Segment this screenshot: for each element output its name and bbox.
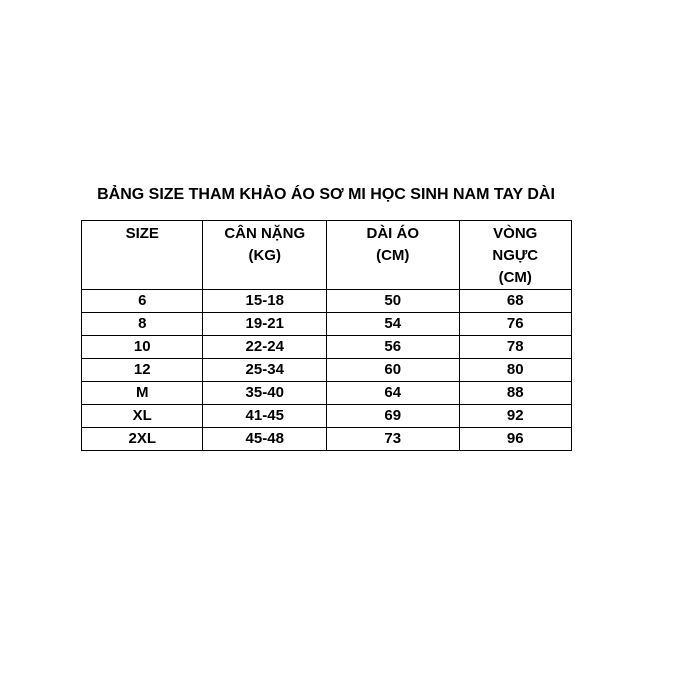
cell-weight: 45-48 [203, 428, 327, 451]
header-chest-line-2: NGỰC [492, 247, 539, 264]
cell-length: 54 [326, 313, 459, 336]
cell-weight: 19-21 [203, 313, 327, 336]
header-size [82, 221, 203, 290]
header-length [326, 221, 459, 290]
cell-length: 60 [326, 359, 459, 382]
table-header-row [82, 221, 572, 290]
cell-weight: 25-34 [203, 359, 327, 382]
table-row [82, 359, 572, 382]
table-row [82, 405, 572, 428]
cell-size: M [82, 382, 203, 405]
cell-weight: 15-18 [203, 290, 327, 313]
cell-weight: 41-45 [203, 405, 327, 428]
cell-size: 12 [82, 359, 203, 382]
cell-chest: 68 [459, 290, 571, 313]
cell-weight: 22-24 [203, 336, 327, 359]
cell-chest: 96 [459, 428, 571, 451]
header-weight-line-1: CÂN NẶNG [224, 225, 306, 242]
table-row [82, 336, 572, 359]
cell-chest: 88 [459, 382, 571, 405]
cell-length: 69 [326, 405, 459, 428]
table-row [82, 382, 572, 405]
header-weight [203, 221, 327, 290]
cell-size: 2XL [82, 428, 203, 451]
table-row [82, 428, 572, 451]
cell-chest: 76 [459, 313, 571, 336]
cell-size: 6 [82, 290, 203, 313]
cell-chest: 78 [459, 336, 571, 359]
cell-size: XL [82, 405, 203, 428]
size-chart-table [81, 220, 572, 451]
header-weight-line-2: (KG) [248, 247, 281, 264]
cell-chest: 80 [459, 359, 571, 382]
cell-size: 10 [82, 336, 203, 359]
cell-chest: 92 [459, 405, 571, 428]
cell-length: 73 [326, 428, 459, 451]
table-row [82, 290, 572, 313]
header-chest [459, 221, 571, 290]
header-length-line-1: DÀI ÁO [366, 225, 419, 242]
header-length-line-2: (CM) [376, 247, 410, 264]
header-chest-line-1: VÒNG [493, 225, 538, 242]
cell-length: 64 [326, 382, 459, 405]
page-title: BẢNG SIZE THAM KHẢO ÁO SƠ MI HỌC SINH NAM TAY DÀI [97, 186, 555, 203]
header-size-line: SIZE [125, 225, 159, 242]
header-chest-line-3: (CM) [498, 269, 532, 286]
table-row [82, 313, 572, 336]
cell-length: 56 [326, 336, 459, 359]
cell-weight: 35-40 [203, 382, 327, 405]
cell-size: 8 [82, 313, 203, 336]
cell-length: 50 [326, 290, 459, 313]
